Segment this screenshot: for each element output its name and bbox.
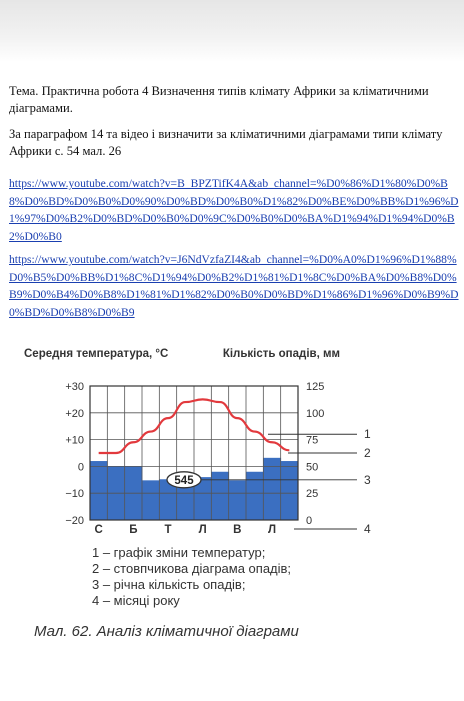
precip-bar (90, 461, 108, 520)
precip-tick-label: 75 (306, 434, 319, 447)
precip-bar (211, 472, 229, 520)
video-link-2[interactable]: https://www.youtube.com/watch?v=J6NdVzfaZI4&ab_channel=%D0%A0%D1%96%D1%88%D0%B5%D0%BB%D1%8C%D1%94%D0%B2%D1%81%D1%8C%D0%BA%D0%B8%D0%B9%D0%B4%D0%B8%D1%81%D1%82%D0%B0%D0%BD%D1%86%D1%96%D0%B9%D0%BD%D0%B8%D0%B9 (9, 253, 459, 319)
top-shade (0, 0, 464, 62)
figure-caption: Мал. 62. Аналіз кліматичної діаграми (34, 623, 299, 640)
temp-tick-label: +30 (65, 381, 84, 393)
temp-tick-label: −20 (65, 515, 84, 527)
precip-bar (263, 458, 281, 520)
month-label: В (233, 524, 242, 536)
precip-bar (229, 480, 247, 520)
month-label: С (94, 524, 103, 536)
precip-tick-label: 25 (306, 488, 319, 501)
precip-bar (281, 461, 299, 520)
temp-tick-label: 0 (77, 461, 84, 474)
precip-tick-label: 50 (306, 461, 319, 474)
callout-number: 2 (364, 446, 371, 460)
legend-item: 3 – річна кількість опадів; (92, 577, 246, 592)
topic-text: Тема. Практична робота 4 Визначення типів клімату Африки за кліматичними діаграмами. (9, 84, 429, 115)
temp-axis-title: Середня температура, °С (24, 348, 169, 360)
precip-bar (142, 480, 160, 520)
callout-number: 3 (364, 472, 371, 487)
callout-number: 1 (364, 427, 371, 442)
precip-tick-label: 125 (306, 381, 325, 393)
task-text: За параграфом 14 та відео і визначити за кліматичними діаграмами типи клімату Африки с. 54 мал. 26 (9, 127, 443, 158)
month-label: Т (164, 524, 172, 536)
month-label: Б (129, 524, 138, 536)
month-label: Л (267, 524, 277, 536)
legend-item: 4 – місяці року (92, 593, 180, 608)
precip-tick-label: 100 (306, 407, 325, 420)
temp-tick-label: −10 (65, 488, 84, 501)
precip-bar (246, 472, 264, 520)
precip-tick-label: 0 (306, 515, 313, 527)
temp-tick-label: +10 (65, 434, 84, 447)
legend-item: 1 – графік зміни температур; (92, 545, 266, 560)
callout-number: 4 (364, 522, 371, 536)
annual-total-label: 545 (174, 474, 194, 487)
month-label: Л (198, 524, 207, 536)
precip-axis-title: Кількість опадів, мм (222, 348, 340, 360)
temp-tick-label: +20 (65, 407, 84, 420)
video-link-1[interactable]: https://www.youtube.com/watch?v=B_BPZTifK4A&ab_channel=%D0%86%D1%80%D0%B8%D0%BD%D0%B0%D0%90%D0%BD%D0%B0%D1%82%D0%BE%D0%BB%D1%96%D1%97%D0%B2%D0%BD%D0%B0%D0%9C%D0%B0%D0%BA%D1%94%D1%94%D0%B2%D0%B0 (9, 177, 459, 243)
legend-item: 2 – стовпчикова діаграма опадів; (92, 561, 292, 576)
